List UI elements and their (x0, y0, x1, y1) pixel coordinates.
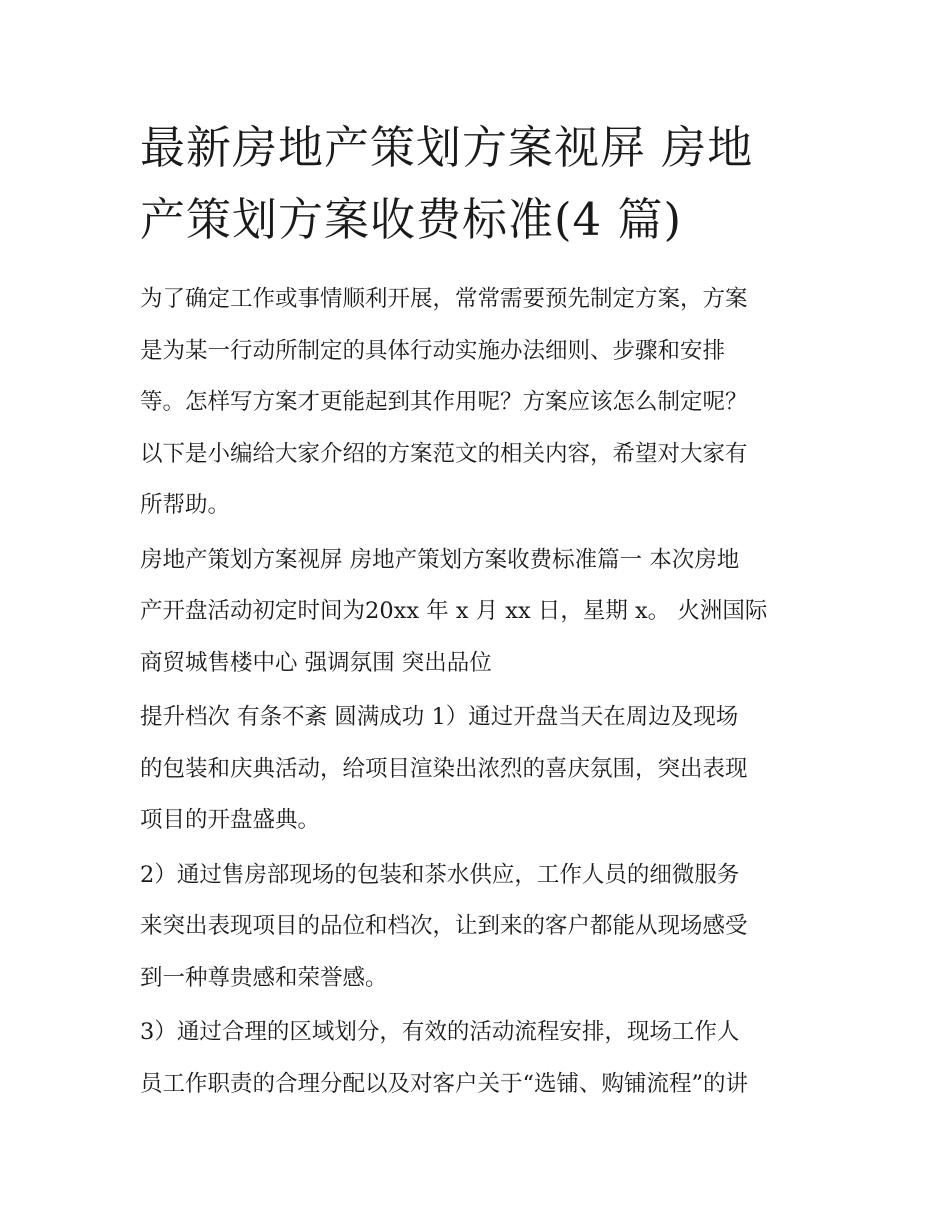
paragraph-goal-2 (140, 850, 820, 1005)
title-line: 最新房地产策划方案视屏 房地 (140, 121, 754, 174)
text-line: 员工作职责的合理分配以及对客户关于“选铺、购铺流程”的讲 (140, 1070, 749, 1097)
text-line: 项目的开盘盛典。 (140, 807, 321, 833)
text-line: 2）通过售房部现场的包装和茶水供应，工作人员的细微服务 (140, 861, 740, 888)
paragraph-section-one (140, 535, 820, 690)
paragraph-goal-1 (140, 692, 820, 847)
title-line: 产策划方案收费标准(4 篇) (140, 193, 683, 246)
paragraph-intro (140, 274, 820, 532)
text-line: 所帮助。 (140, 492, 231, 518)
text-line: 商贸城售楼中心 强调氛围 突出品位 (140, 649, 492, 676)
text-line: 是为某一行动所制定的具体行动实施办法细则、步骤和安排 (140, 337, 726, 364)
text-line: 3）通过合理的区域划分，有效的活动流程安排，现场工作人 (140, 1019, 740, 1045)
document-page (140, 112, 820, 1113)
text-line: 房地产策划方案视屏 房地产策划方案收费标准篇一 本次房地 (140, 546, 740, 573)
document-title (140, 112, 820, 256)
text-line: 到一种尊贵感和荣誉感。 (140, 964, 388, 991)
document-body (140, 274, 820, 1110)
paragraph-goal-3 (140, 1007, 820, 1110)
text-line: 来突出表现项目的品位和档次，让到来的客户都能从现场感受 (140, 913, 748, 939)
text-line: 为了确定工作或事情顺利开展，常常需要预先制定方案，方案 (140, 286, 748, 312)
text-line: 以下是小编给大家介绍的方案范文的相关内容，希望对大家有 (140, 440, 748, 467)
text-line: 的包装和庆典活动，给项目渲染出浓烈的喜庆氛围，突出表现 (140, 755, 748, 782)
text-line: 提升档次 有条不紊 圆满成功 1）通过开盘当天在周边及现场 (140, 704, 739, 730)
text-line: 产开盘活动初定时间为20xx 年 x 月 xx 日，星期 x。 火洲国际 (140, 598, 768, 624)
text-line: 等。怎样写方案才更能起到其作用呢？方案应该怎么制定呢？ (140, 389, 748, 415)
